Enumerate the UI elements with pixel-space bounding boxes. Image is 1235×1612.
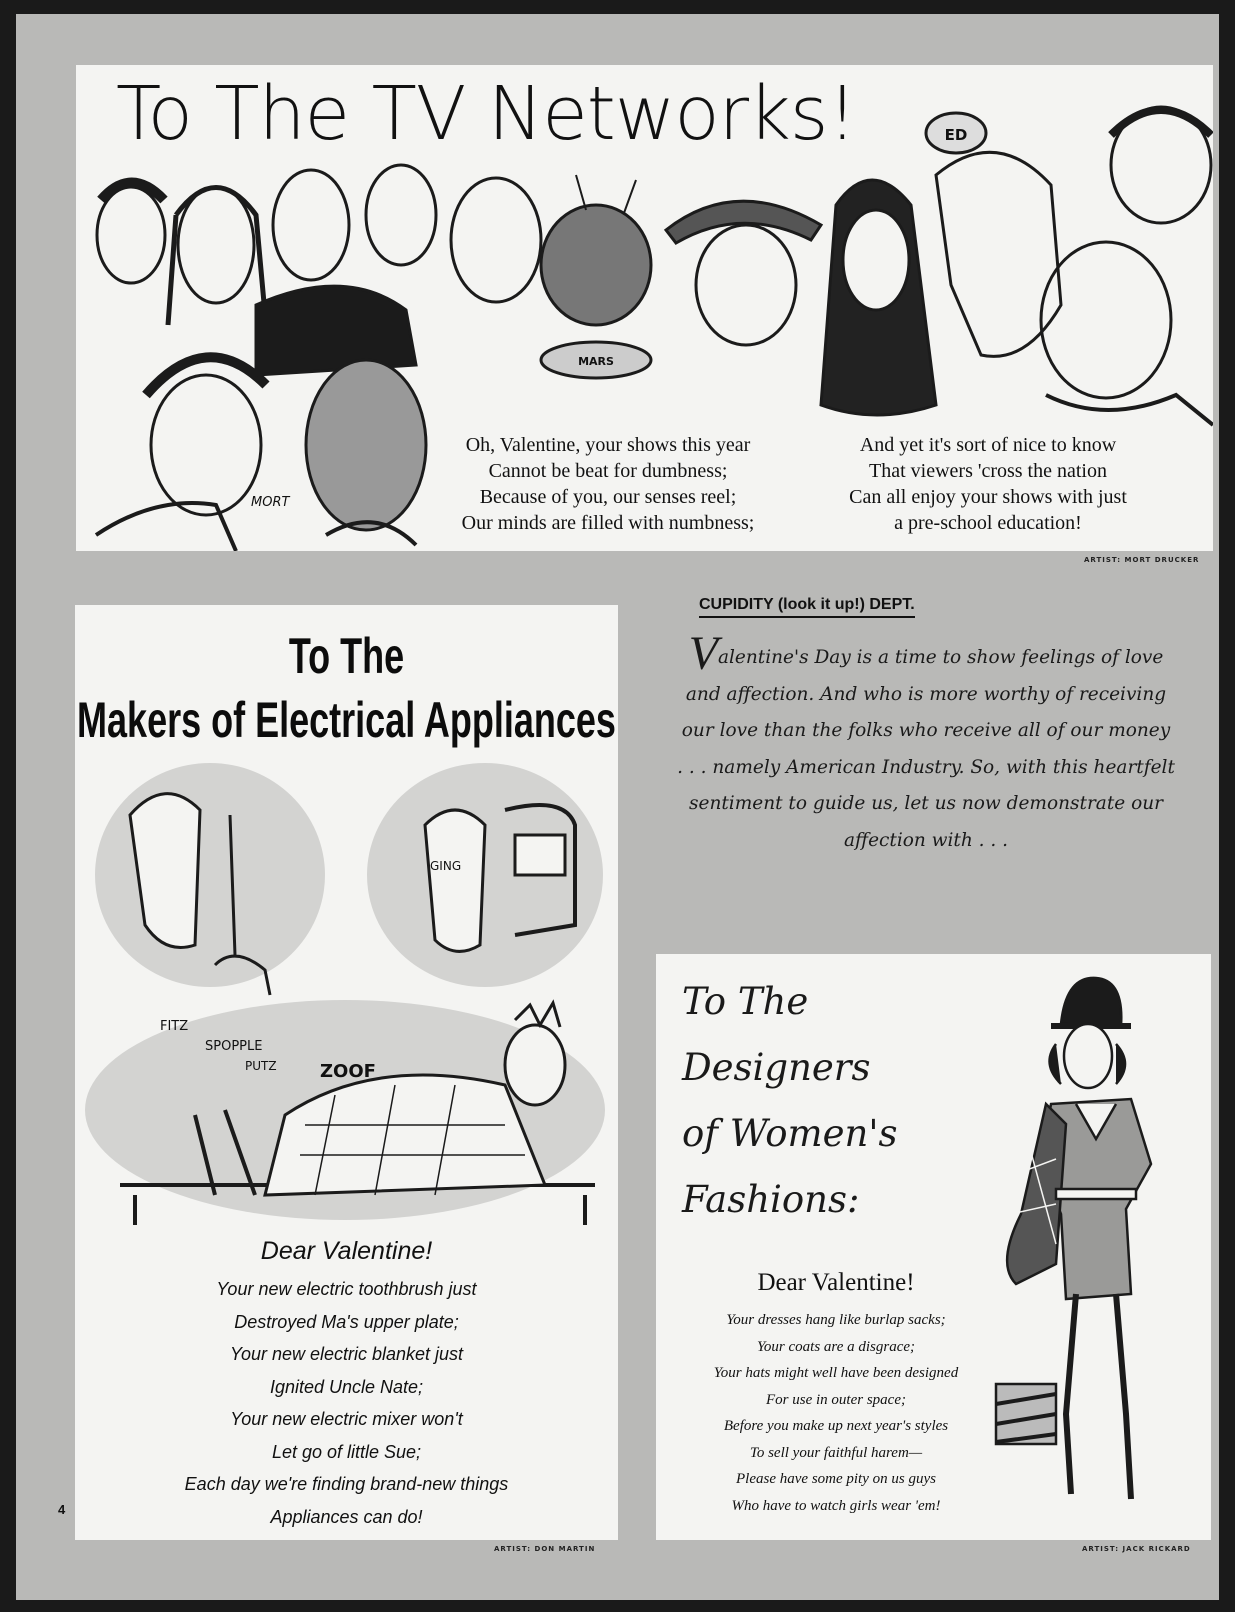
caricature-head (1041, 242, 1171, 398)
fashions-verse (666, 1307, 1006, 1519)
verse-line: Please have some pity on us guys (736, 1471, 936, 1487)
verse-line: Your new electric mixer won't (230, 1409, 463, 1429)
tv-verse-left (428, 432, 788, 536)
tv-networks-title: To The TV Networks! (116, 71, 857, 157)
cartoon-vignette-mixer (367, 763, 603, 987)
fashions-heading-line: To The (682, 980, 809, 1023)
verse-line: Cannot be beat for dumbness; (488, 460, 728, 482)
tv-verse-right (813, 432, 1163, 536)
artist-credit-jack-rickard: ARTIST: JACK RICKARD (1082, 1545, 1191, 1553)
verse-line: a pre-school education! (894, 512, 1082, 534)
sound-effect-ging: GING (430, 859, 462, 873)
artist-signature: MORT (251, 495, 290, 510)
artist-credit-mort-drucker: ARTIST: MORT DRUCKER (1084, 556, 1200, 564)
verse-line: Let go of little Sue; (271, 1441, 422, 1462)
page-number: 4 (58, 1502, 66, 1517)
fashions-dear-valentine: Dear Valentine! (757, 1269, 915, 1296)
verse-line: Before you make up next year's styles (723, 1418, 949, 1434)
fashions-panel (656, 954, 1211, 1540)
intro-text: alentine's Day is a time to show feelings of love and affection. And who is more worthy of receiving our love than the folks who receive all of our money . . . namely American Industry. So, with this heartfelt sentiment to guide us, let us now demonstrate our affection with . . . (677, 647, 1175, 851)
hat-label: ED (944, 126, 968, 144)
intro-paragraph (676, 627, 1176, 859)
department-heading: CUPIDITY (look it up!) DEPT. (699, 596, 915, 618)
appliances-dear-valentine: Dear Valentine! (260, 1237, 433, 1265)
verse-line: Our minds are filled with numbness; (461, 512, 755, 534)
fashions-heading-line: of Women's (682, 1112, 898, 1155)
sound-effect-spopple: SPOPPLE (205, 1039, 263, 1054)
verse-line: Can all enjoy your shows with just (849, 486, 1127, 508)
verse-line: And yet it's sort of nice to know (859, 434, 1117, 456)
verse-line: Your dresses hang like burlap sacks; (726, 1312, 946, 1328)
appliances-panel (75, 605, 618, 1540)
verse-line: Each day we're finding brand-new things (184, 1474, 509, 1494)
intro-dropcap: V (688, 627, 718, 680)
verse-line: For use in outer space; (766, 1391, 906, 1408)
verse-line: Oh, Valentine, your shows this year (465, 434, 751, 456)
fashions-heading-line: Fashions: (682, 1178, 860, 1221)
sound-effect-zoof: ZOOF (320, 1061, 376, 1082)
verse-line: Ignited Uncle Nate; (269, 1376, 424, 1397)
fashions-heading-line: Designers (682, 1046, 871, 1089)
sound-effect-fitz: FITZ (160, 1019, 189, 1034)
model-face (1064, 1024, 1112, 1088)
caricature-head (306, 360, 426, 530)
caricature-head (178, 187, 254, 303)
caricature-head (696, 225, 796, 345)
verse-line: Your new electric blanket just (229, 1344, 464, 1364)
caricature-head (273, 170, 349, 280)
caricature-head (151, 375, 261, 515)
artist-credit-don-martin: ARTIST: DON MARTIN (494, 1545, 596, 1553)
verse-line: Your coats are a disgrace; (756, 1338, 916, 1355)
tv-networks-panel (76, 65, 1213, 551)
verse-line: To sell your faithful harem— (749, 1444, 923, 1461)
hat (1061, 978, 1121, 1026)
caricature-head (843, 210, 909, 310)
appliances-heading-line1: To The (288, 628, 405, 684)
cartoon-vignette-toothbrush (95, 763, 325, 987)
appliance-cartoons-illustration (75, 755, 618, 1225)
verse-line: Your hats might well have been designed (713, 1365, 959, 1381)
verse-line: Destroyed Ma's upper plate; (234, 1311, 459, 1332)
appliances-verse (75, 1273, 618, 1533)
caricature-head (451, 178, 541, 302)
robot-label: MARS (578, 355, 614, 368)
caricature-head (97, 187, 165, 283)
sound-effect-putz: PUTZ (245, 1059, 277, 1073)
fashions-heading (682, 969, 922, 1233)
verse-line: Your new electric toothbrush just (216, 1279, 477, 1299)
magazine-page (16, 14, 1219, 1600)
caricature-head (541, 205, 651, 325)
verse-line: Appliances can do! (270, 1506, 423, 1527)
verse-line: Because of you, our senses reel; (479, 486, 737, 508)
verse-line: That viewers 'cross the nation (869, 460, 1107, 482)
appliances-heading-line2: Makers of Electrical Appliances (77, 692, 616, 748)
verse-line: Who have to watch girls wear 'em! (731, 1497, 941, 1514)
caricature-head (366, 165, 436, 265)
